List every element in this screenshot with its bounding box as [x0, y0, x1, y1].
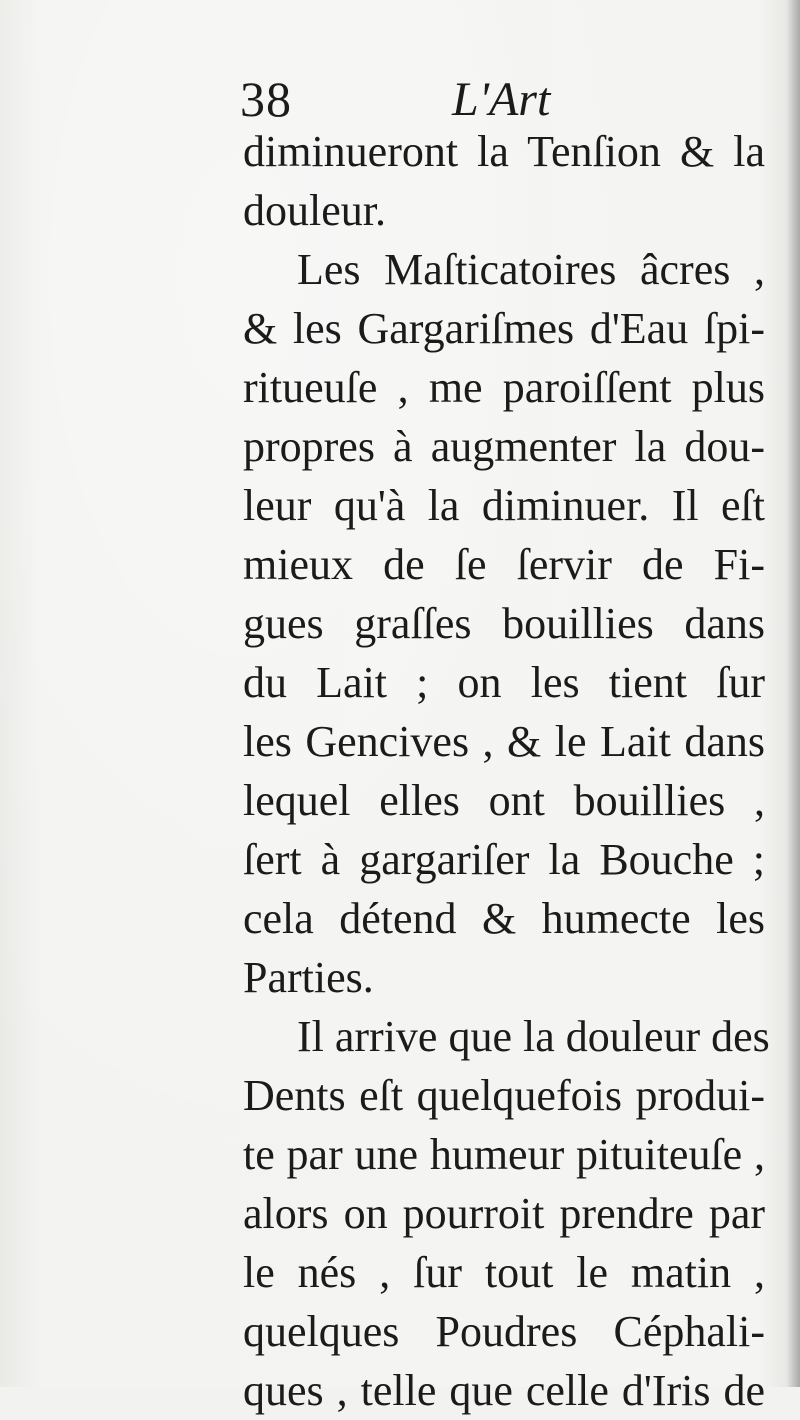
- text-line: quelques Poudres Céphali-: [243, 1307, 765, 1356]
- text-line: Les Maſticatoires âcres ,: [297, 245, 765, 294]
- text-line: alors on pourroit prendre par: [243, 1189, 765, 1238]
- text-line: Parties.: [243, 953, 374, 1002]
- text-line: douleur.: [243, 186, 386, 235]
- text-line: mieux de ſe ſervir de Fi-: [243, 540, 765, 589]
- text-line: du Lait ; on les tient ſur: [243, 658, 765, 707]
- text-line: diminueront la Tenſion & la: [243, 127, 765, 176]
- page-number: 38: [240, 71, 292, 127]
- text-line: leur qu'à la diminuer. Il eſt: [243, 481, 765, 530]
- text-line: & les Gargariſmes d'Eau ſpi-: [243, 304, 765, 353]
- text-line: les Gencives , & le Lait dans: [243, 717, 765, 766]
- text-line: gues graſſes bouillies dans: [243, 599, 765, 648]
- text-line: Il arrive que la douleur des: [297, 1012, 770, 1061]
- text-line: ſert à gargariſer la Bouche ;: [243, 835, 765, 884]
- text-line: cela détend & humecte les: [243, 894, 765, 943]
- text-line: ques , telle que celle d'Iris de: [243, 1366, 765, 1415]
- text-line: ritueuſe , me paroiſſent plus: [243, 363, 765, 412]
- text-line: te par une humeur pituiteuſe ,: [243, 1130, 765, 1179]
- text-line: lequel elles ont bouillies ,: [243, 776, 765, 825]
- running-head: L'Art: [452, 73, 551, 126]
- body-text: [243, 122, 770, 1420]
- page-edge-shadow: [786, 0, 800, 1387]
- text-line: le nés , ſur tout le matin ,: [243, 1248, 765, 1297]
- text-line: propres à augmenter la dou-: [243, 422, 765, 471]
- text-line: Dents eſt quelquefois produi-: [243, 1071, 765, 1120]
